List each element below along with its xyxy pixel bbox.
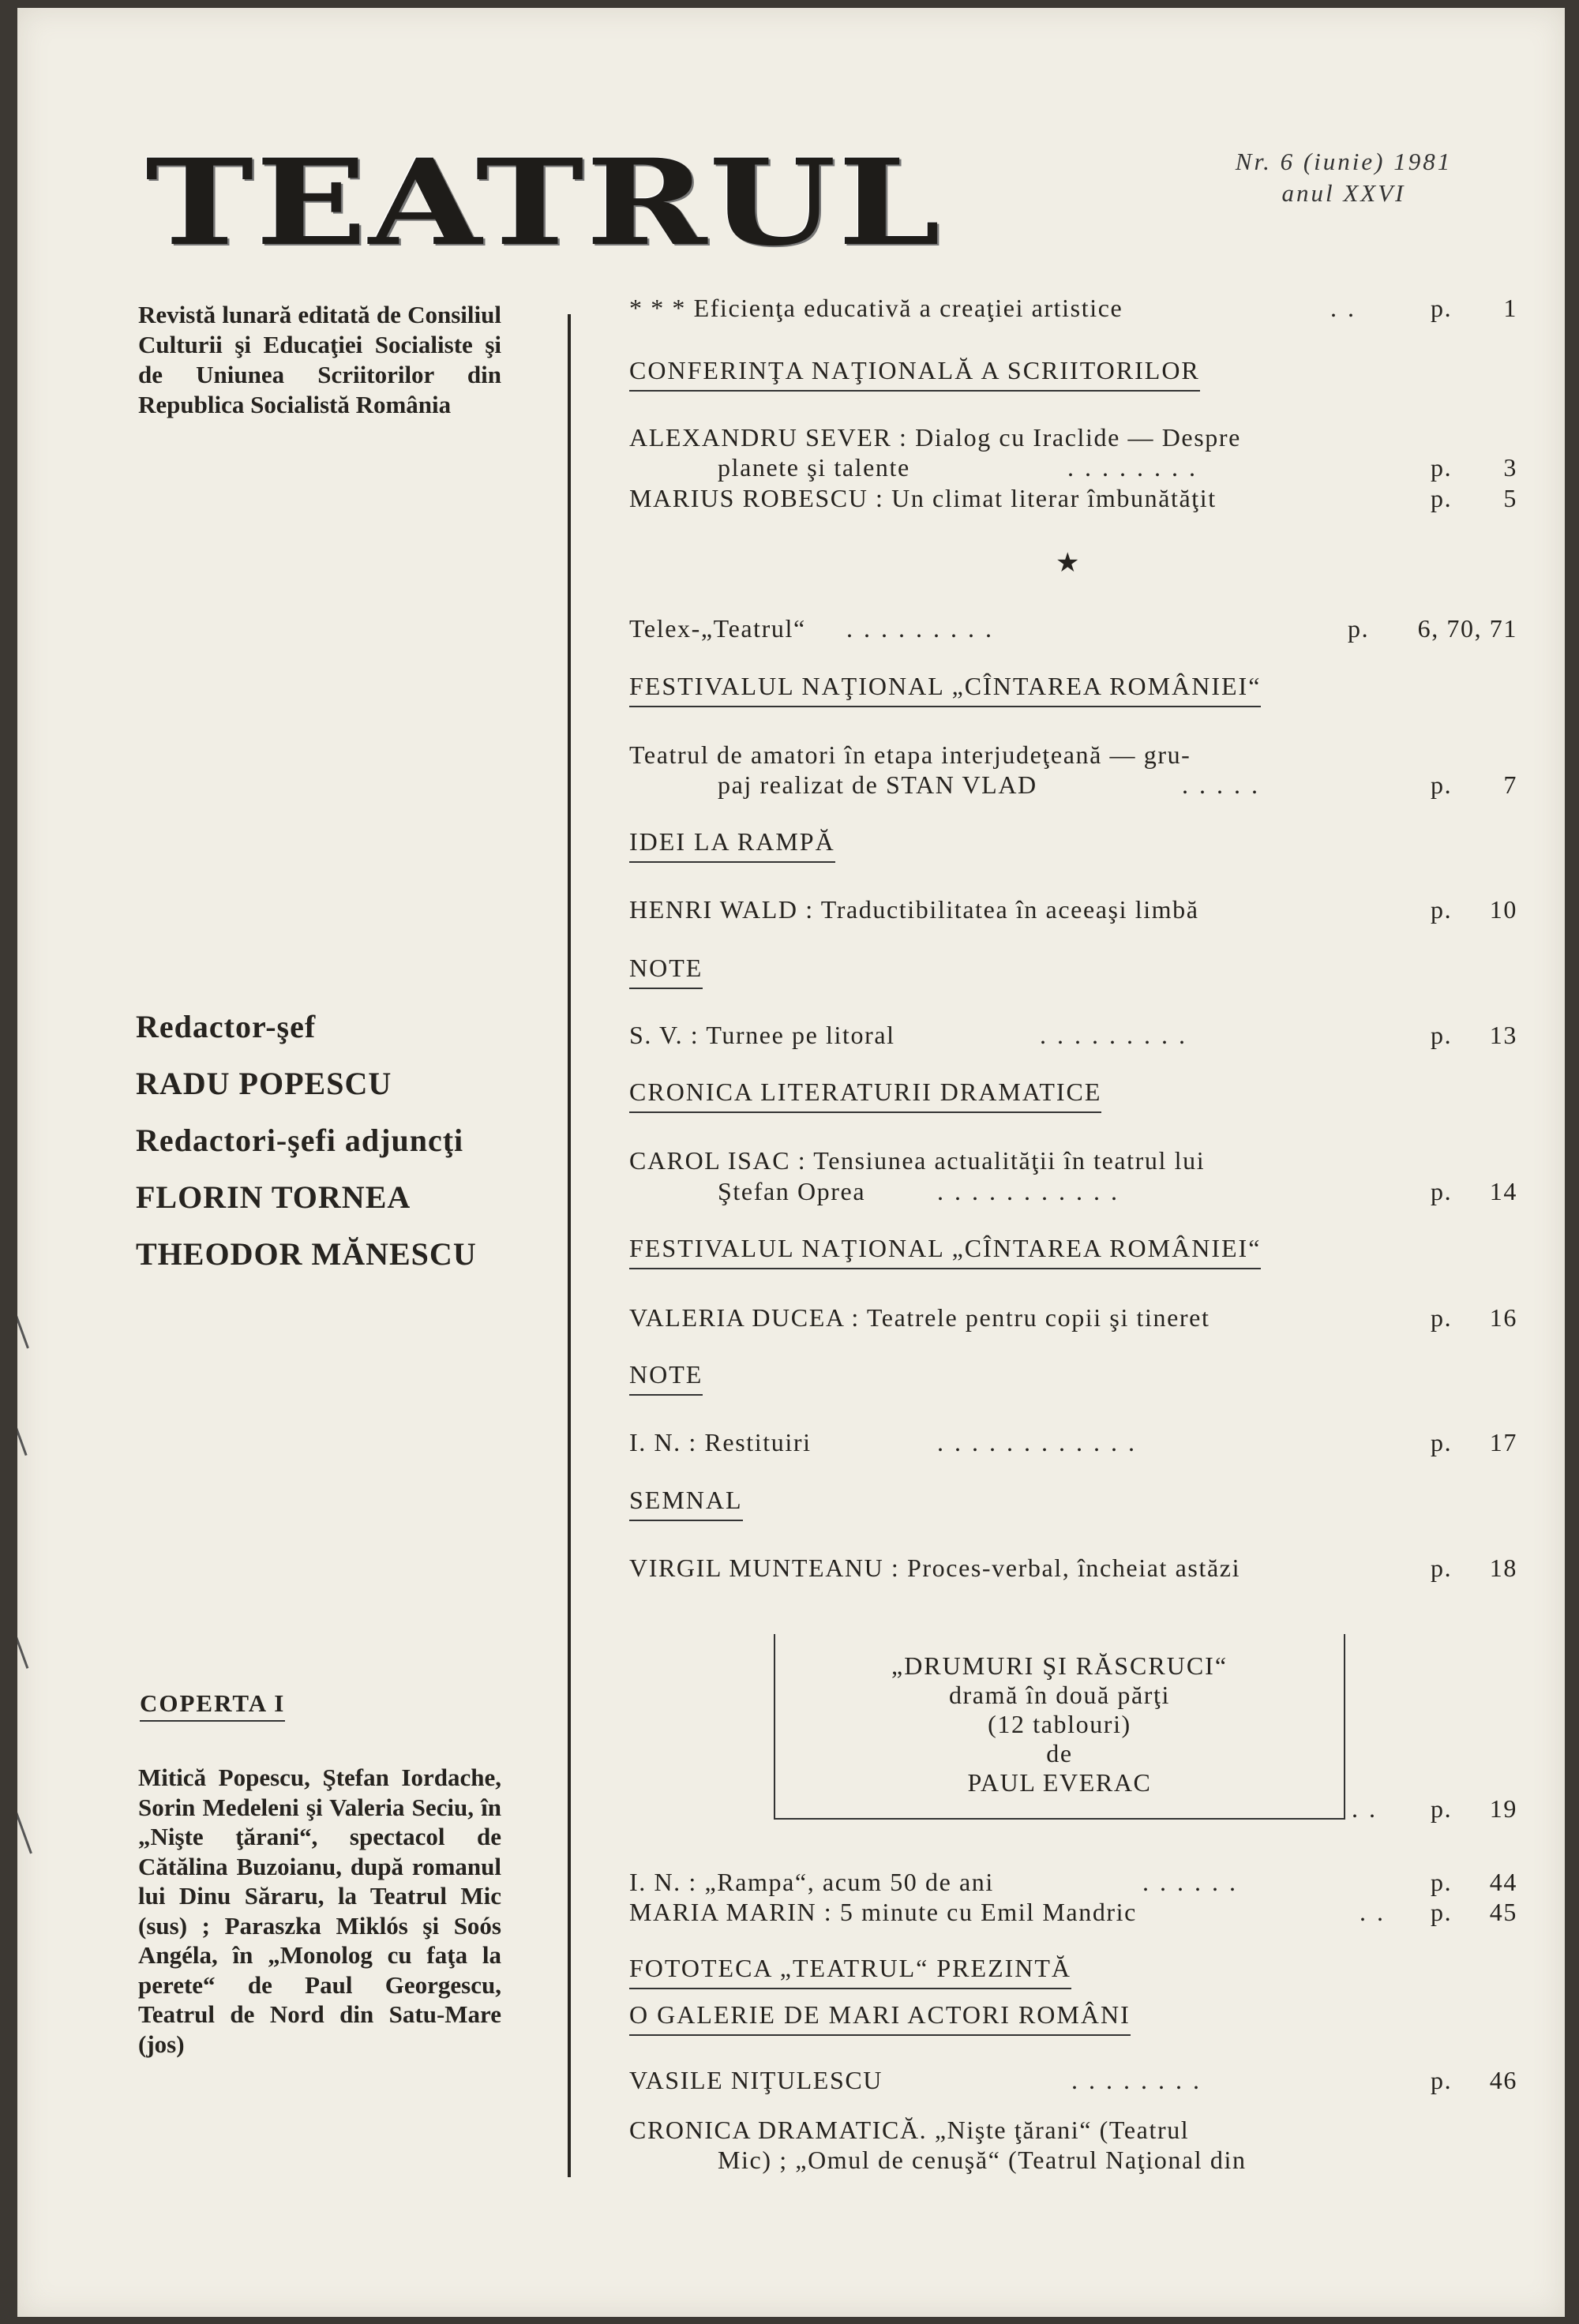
toc-entry-title-line2: Ştefan Oprea bbox=[718, 1177, 866, 1205]
toc-page-label: p. bbox=[1431, 1303, 1453, 1332]
toc-page-number: 13 bbox=[1489, 1021, 1517, 1049]
leader-dots: .. bbox=[1352, 1794, 1386, 1823]
toc-page-number: 10 bbox=[1489, 895, 1517, 924]
toc-page-number: 17 bbox=[1489, 1428, 1517, 1456]
deputy-editor-2: THEODOR MĂNESCU bbox=[136, 1236, 477, 1272]
toc-entry-title: I. N. : Restituiri bbox=[629, 1428, 812, 1456]
section-heading: CRONICA LITERATURII DRAMATICE bbox=[629, 1078, 1101, 1113]
toc-page-number: 18 bbox=[1489, 1554, 1517, 1582]
leader-dots: ..... bbox=[1182, 770, 1269, 799]
section-heading: NOTE bbox=[629, 1360, 703, 1396]
section-heading: SEMNAL bbox=[629, 1486, 743, 1521]
play-tableaux: (12 tablouri) bbox=[988, 1710, 1131, 1738]
featured-play-box bbox=[774, 1634, 1345, 1820]
magazine-page bbox=[17, 8, 1565, 2317]
toc-page-label: p. bbox=[1431, 2066, 1453, 2094]
issue-number: Nr. 6 (iunie) 1981 bbox=[1235, 148, 1453, 175]
section-heading: IDEI LA RAMPĂ bbox=[629, 827, 835, 863]
cover-title: COPERTA I bbox=[140, 1689, 285, 1722]
play-title: „DRUMURI ŞI RĂSCRUCI“ bbox=[891, 1651, 1228, 1680]
toc-page-label: p. bbox=[1431, 1898, 1453, 1926]
play-author: PAUL EVERAC bbox=[967, 1768, 1152, 1797]
section-heading: CONFERINŢA NAŢIONALĂ A SCRIITORILOR bbox=[629, 356, 1200, 392]
cover-caption: Mitică Popescu, Ştefan Iordache, Sorin Medeleni şi Valeria Seciu, în „Nişte ţărani“, spectacol de Cătălina Buzoianu, după romanul lui Dinu Săraru, la Teatrul Mic (sus) ; Paraszka Miklós şi Soós Angéla, în „Monolog cu faţa la perete“ de Paul Georgescu, Teatrul de Nord din Satu-Mare (jos) bbox=[138, 1764, 501, 2058]
toc-page-number: 16 bbox=[1489, 1303, 1517, 1332]
toc-page-label: p. bbox=[1431, 770, 1453, 799]
toc-entry-title: VIRGIL MUNTEANU : Proces-verbal, încheiat astăzi bbox=[629, 1554, 1241, 1582]
toc-page-label: p. bbox=[1431, 1177, 1453, 1205]
masthead bbox=[145, 133, 943, 272]
toc-entry-title: VASILE NIŢULESCU bbox=[629, 2066, 883, 2094]
toc-entry-title: I. N. : „Rampa“, acum 50 de ani bbox=[629, 1868, 994, 1896]
section-heading: NOTE bbox=[629, 954, 703, 989]
toc-page-number: 1 bbox=[1503, 294, 1517, 322]
toc-entry-title-line2: Mic) ; „Omul de cenuşă“ (Teatrul Naţional din bbox=[718, 2146, 1247, 2174]
toc-page-label: p. bbox=[1348, 614, 1370, 643]
toc-entry-title-line2: planete şi talente bbox=[718, 453, 910, 482]
scan-mark bbox=[17, 1296, 29, 1349]
toc-page-label: p. bbox=[1431, 294, 1453, 322]
play-by: de bbox=[1046, 1739, 1073, 1767]
toc-page-number: 14 bbox=[1489, 1177, 1517, 1205]
toc-page-label: p. bbox=[1431, 1868, 1453, 1896]
leader-dots: ........... bbox=[937, 1177, 1128, 1205]
toc-page-number: 3 bbox=[1503, 453, 1517, 482]
toc-page-label: p. bbox=[1431, 1554, 1453, 1582]
toc-page-number: 19 bbox=[1489, 1794, 1517, 1823]
section-heading: FOTOTECA „TEATRUL“ PREZINTĂ bbox=[629, 1954, 1071, 1989]
toc-entry-title: Teatrul de amatori în etapa interjudeţeană — gru- bbox=[629, 740, 1191, 769]
toc-entry-title: * * * Eficienţa educativă a creaţiei artistice bbox=[629, 294, 1123, 322]
toc-page-label: p. bbox=[1431, 453, 1453, 482]
leader-dots: ......... bbox=[1040, 1021, 1196, 1049]
editor-name: RADU POPESCU bbox=[136, 1066, 392, 1101]
toc-entry-title: MARIUS ROBESCU : Un climat literar îmbunătăţit bbox=[629, 484, 1217, 512]
leader-dots: .. bbox=[1360, 1898, 1394, 1926]
masthead-logo: TEATRUL bbox=[145, 133, 943, 272]
issue-year: anul XXVI bbox=[1281, 179, 1406, 207]
leader-dots: ......... bbox=[846, 614, 1003, 643]
toc-entry-title: ALEXANDRU SEVER : Dialog cu Iraclide — Despre bbox=[629, 423, 1241, 452]
scan-mark bbox=[17, 1422, 28, 1456]
toc-entry-title: CRONICA DRAMATICĂ. „Nişte ţărani“ (Teatrul bbox=[629, 2116, 1190, 2144]
scan-mark bbox=[17, 1627, 28, 1669]
leader-dots: ........ bbox=[1067, 453, 1206, 482]
star-separator: ★ bbox=[1056, 549, 1080, 578]
toc-page-label: p. bbox=[1431, 1428, 1453, 1456]
leader-dots: ............ bbox=[937, 1428, 1146, 1456]
toc-page-number: 46 bbox=[1489, 2066, 1517, 2094]
play-genre: dramă în două părţi bbox=[948, 1681, 1171, 1709]
section-heading: FESTIVALUL NAŢIONAL „CÎNTAREA ROMÂNIEI“ bbox=[629, 672, 1261, 707]
toc-entry-title: S. V. : Turnee pe litoral bbox=[629, 1021, 895, 1049]
editor-role: Redactor-şef bbox=[136, 1009, 317, 1044]
toc-page-label: p. bbox=[1431, 1794, 1453, 1823]
toc-entry-title: CAROL ISAC : Tensiunea actualităţii în teatrul lui bbox=[629, 1146, 1206, 1175]
leader-dots: ...... bbox=[1142, 1868, 1247, 1896]
column-divider bbox=[568, 314, 571, 2177]
toc-page-label: p. bbox=[1431, 484, 1453, 512]
deputy-editor-1: FLORIN TORNEA bbox=[136, 1179, 411, 1215]
toc-page-number: 7 bbox=[1503, 770, 1517, 799]
issue-info bbox=[1162, 146, 1525, 209]
editorial-staff bbox=[136, 999, 546, 1283]
toc-page-number: 45 bbox=[1489, 1898, 1517, 1926]
leader-dots: .. bbox=[1330, 294, 1365, 322]
section-heading: O GALERIE DE MARI ACTORI ROMÂNI bbox=[629, 2000, 1131, 2036]
toc-page-label: p. bbox=[1431, 895, 1453, 924]
toc-page-number: 6, 70, 71 bbox=[1417, 614, 1517, 643]
toc-entry-title: Telex-„Teatrul“ bbox=[629, 614, 806, 643]
toc-entry-title-line2: paj realizat de STAN VLAD bbox=[718, 770, 1037, 799]
toc-entry-title: HENRI WALD : Traductibilitatea în aceeaşi limbă bbox=[629, 895, 1199, 924]
publisher-note: Revistă lunară editată de Consiliul Culturii şi Educaţiei Socialiste şi de Uniunea Scriitorilor din Republica Socialistă România bbox=[138, 301, 501, 418]
scan-mark bbox=[17, 1801, 32, 1854]
toc-entry-title: VALERIA DUCEA : Teatrele pentru copii şi tineret bbox=[629, 1303, 1210, 1332]
section-heading: FESTIVALUL NAŢIONAL „CÎNTAREA ROMÂNIEI“ bbox=[629, 1234, 1261, 1269]
toc-entry-title: MARIA MARIN : 5 minute cu Emil Mandric bbox=[629, 1898, 1137, 1926]
deputies-role: Redactori-şefi adjuncţi bbox=[136, 1123, 464, 1158]
toc-page-label: p. bbox=[1431, 1021, 1453, 1049]
toc-page-number: 44 bbox=[1489, 1868, 1517, 1896]
toc-page-number: 5 bbox=[1503, 484, 1517, 512]
leader-dots: ........ bbox=[1071, 2066, 1210, 2094]
